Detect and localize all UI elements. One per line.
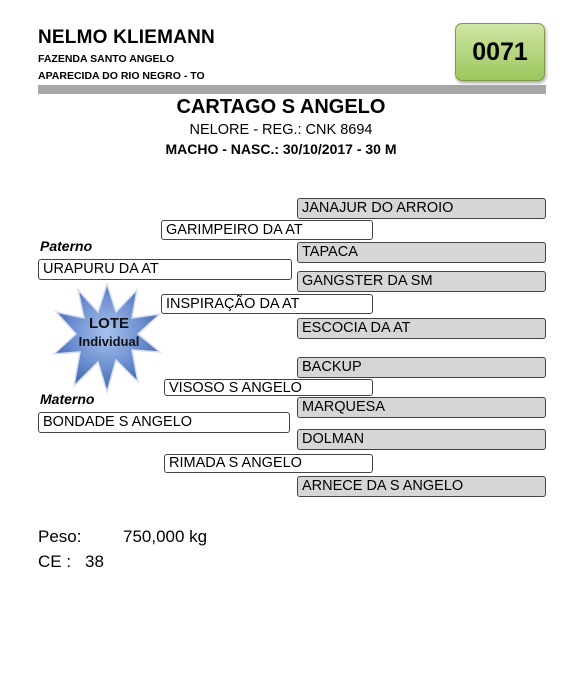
animal-name: CARTAGO S ANGELO	[176, 96, 386, 118]
pedigree-dam-sire: VISOSO S ANGELO	[164, 379, 373, 396]
peso-value: 750,000 kg	[123, 527, 208, 546]
owner-name: NELMO KLIEMANN	[38, 27, 215, 48]
pedigree-ggs-3: GANGSTER DA SM	[297, 271, 546, 292]
pedigree-ggs-7: DOLMAN	[297, 429, 546, 450]
ce-label: CE :	[38, 552, 72, 571]
animal-registration: NELORE - REG.: CNK 8694	[189, 122, 373, 138]
pedigree-sire: URAPURU DA AT	[38, 259, 292, 280]
lot-number-badge: 0071	[455, 23, 545, 81]
pedigree-sire-sire: GARIMPEIRO DA AT	[161, 220, 373, 240]
peso-label: Peso:	[38, 527, 82, 546]
pedigree-ggs-4: ESCOCIA DA AT	[297, 318, 546, 339]
paterno-label: Paterno	[40, 238, 93, 254]
individual-label: Individual	[78, 334, 140, 349]
farm-location: APARECIDA DO RIO NEGRO - TO	[38, 70, 205, 82]
pedigree-dam: BONDADE S ANGELO	[38, 412, 290, 433]
pedigree-ggs-5: BACKUP	[297, 357, 546, 378]
pedigree-ggs-1: JANAJUR DO ARROIO	[297, 198, 546, 219]
lote-label: LOTE	[89, 315, 129, 332]
pedigree-dam-dam: RIMADA S ANGELO	[164, 454, 373, 473]
pedigree-ggs-8: ARNECE DA S ANGELO	[297, 476, 546, 497]
animal-sex-birth: MACHO - NASC.: 30/10/2017 - 30 M	[165, 141, 397, 157]
farm-name: FAZENDA SANTO ANGELO	[38, 53, 175, 65]
ce-value: 38	[85, 552, 104, 571]
materno-label: Materno	[40, 391, 95, 407]
pedigree-ggs-2: TAPACA	[297, 242, 546, 263]
header-divider	[38, 85, 546, 94]
pedigree-ggs-6: MARQUESA	[297, 397, 546, 418]
pedigree-sire-dam: INSPIRAÇÃO DA AT	[161, 294, 373, 314]
